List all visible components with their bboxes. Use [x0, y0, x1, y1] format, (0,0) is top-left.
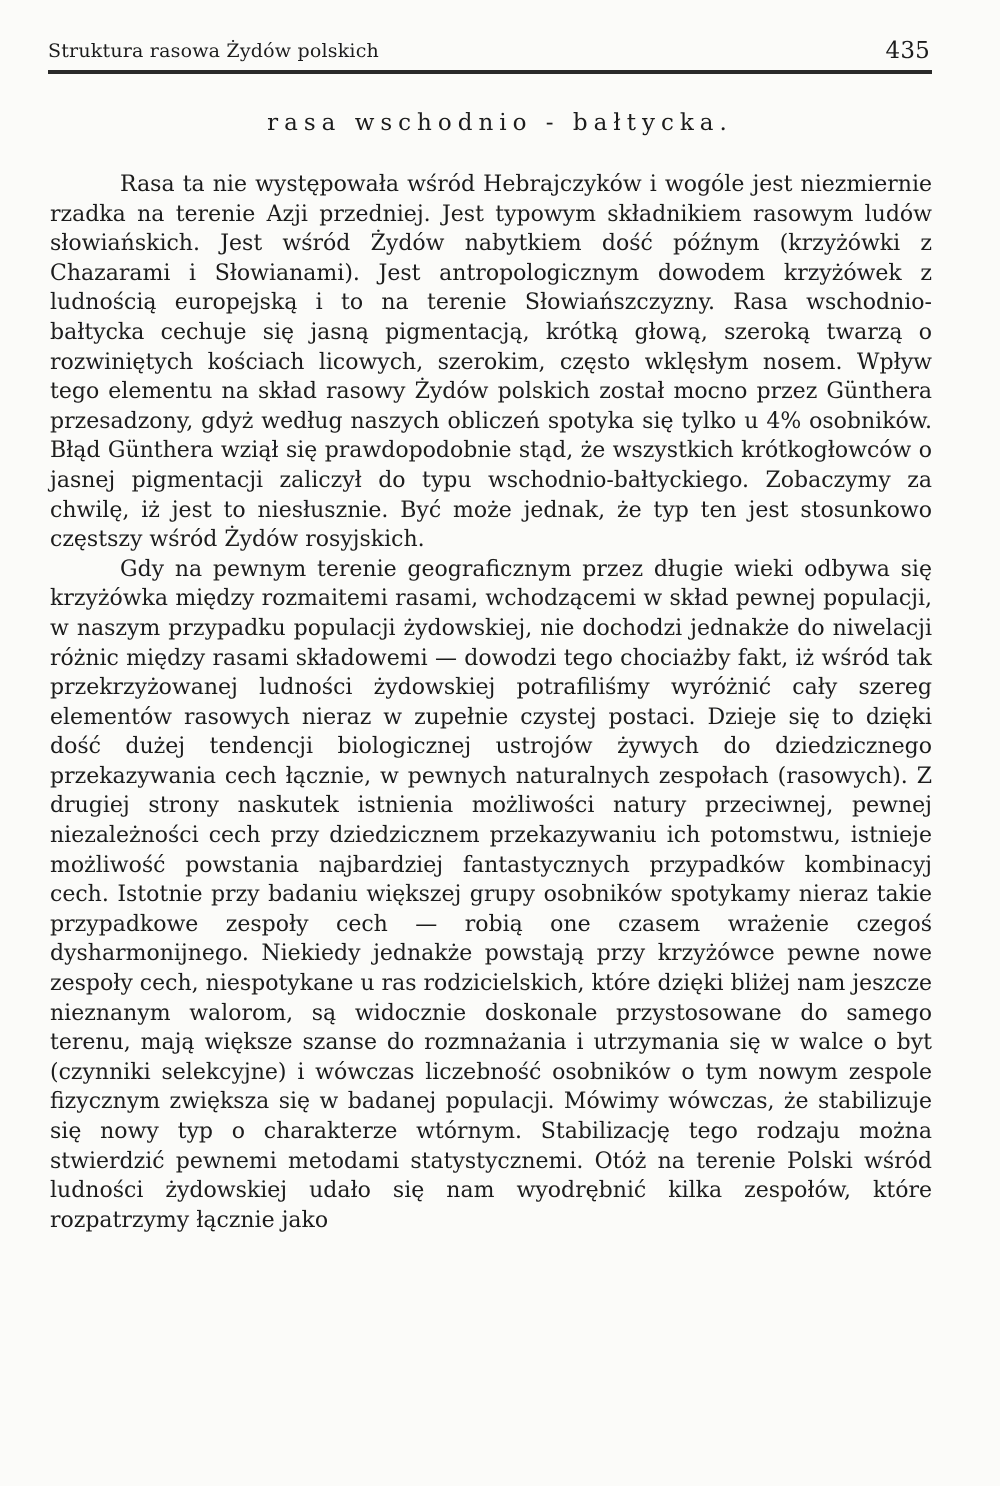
- page-number: 435: [885, 38, 930, 64]
- paragraph: Gdy na pewnym terenie geograficznym przez długie wieki odbywa się krzyżówka między rozmaitemi rasami, wchodzącemi w skład pewnej populacji, w naszym przypadku populacji żydowskiej, nie dochodzi jednakże do niwelacji różnic między rasami składowemi — dowodzi tego chociażby fakt, iż wśród tak przekrzyżowanej ludności żydowskiej potrafiliśmy wyróżnić cały szereg elementów rasowych nieraz w zupełnie czystej postaci. Dzieje się to dzięki dość dużej tendencji biologicznej ustrojów żywych do dziedzicznego przekazywania cech łącznie, w pewnych naturalnych zespołach (rasowych). Z drugiej strony naskutek istnienia możliwości natury przeciwnej, pewnej niezależności cech przy dziedzicznem przekazywaniu ich potomstwu, istnieje możliwość powstania najbardziej fantastycznych przypadków kombinacyj cech. Istotnie przy badaniu większej grupy osobników spotykamy nieraz takie przypadkowe zespoły cech — robią one czasem wrażenie czegoś dysharmonijnego. Niekiedy jednakże powstają przy krzyżówce pewne nowe zespoły cech, niespotykane u ras rodzicielskich, które dzięki bliżej nam jeszcze nieznanym walorom, są widocznie doskonale przystosowane do samego terenu, mają większe szanse do rozmnażania i utrzymania się w walce o byt (czynniki selekcyjne) i wówczas liczebność osobników o tym nowym zespole fizycznym zwiększa się w badanej populacji. Mówimy wówczas, że stabilizuje się nowy typ o charakterze wtórnym. Stabilizację tego rodzaju można stwierdzić pewnemi metodami statystycznemi. Otóż na terenie Polski wśród ludności żydowskiej udało się nam wyodrębnić kilka zespołów, które rozpatrzymy łącznie jako: [50, 556, 932, 1233]
- show-through-texture: [80, 1282, 940, 1472]
- body-text: [50, 170, 932, 1235]
- running-head: [48, 38, 930, 68]
- paragraph: Rasa ta nie występowała wśród Hebrajczyków i wogóle jest niezmiernie rzadka na terenie Azji przedniej. Jest typowym składnikiem rasowym ludów słowiańskich. Jest wśród Żydów nabytkiem dość późnym (krzyżówki z Chazarami i Słowianami). Jest antropologicznym dowodem krzyżówek z ludnością europejską i to na terenie Słowiańszczyzny. Rasa wschodnio-bałtycka cechuje się jasną pigmentacją, krótką głową, szeroką twarzą o rozwiniętych kościach licowych, szerokim, często wklęsłym nosem. Wpływ tego elementu na skład rasowy Żydów polskich został mocno przez Günthera przesadzony, gdyż według naszych obliczeń spotyka się tylko u 4% osobników. Błąd Günthera wziął się prawdopodobnie stąd, że wszystkich krótkogłowców o jasnej pigmentacji zaliczył do typu wschodnio-bałtyckiego. Zobaczymy za chwilę, iż jest to niesłusznie. Być może jednak, że typ ten jest stosunkowo częstszy wśród Żydów rosyjskich.: [50, 172, 932, 553]
- running-head-title: Struktura rasowa Żydów polskich: [48, 40, 379, 62]
- section-heading: rasa wschodnio - bałtycka.: [267, 110, 733, 136]
- header-rule: [48, 70, 932, 74]
